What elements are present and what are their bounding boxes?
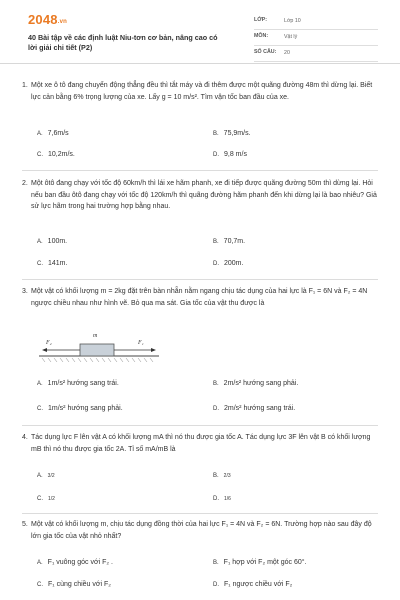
option-text: F₁ hợp với F₂ một góc 60°.: [223, 559, 307, 566]
option-b[interactable]: [213, 238, 245, 245]
divider: [22, 170, 378, 171]
question-number: 2.: [22, 180, 28, 187]
meta-key: SỐ CÂU:: [254, 49, 277, 55]
option-letter: D.: [213, 582, 219, 588]
option-c[interactable]: [37, 260, 67, 267]
document-title: 40 Bài tập về các định luật Niu-tơn cơ bản, nâng cao có lời giải chi tiết (P2): [28, 33, 218, 52]
option-b[interactable]: [213, 130, 251, 137]
option-letter: D.: [213, 152, 219, 158]
option-letter: D.: [213, 261, 219, 267]
table-hatching: [42, 358, 153, 362]
option-text: 10,2m/s.: [48, 151, 75, 158]
f1-label: F₁: [138, 340, 144, 346]
option-text: 200m.: [224, 260, 244, 267]
question-number: 4.: [22, 434, 28, 441]
option-text: 1/2: [48, 496, 55, 502]
question-text: Một vật có khối lượng m, chịu tác dụng đồng thời của hai lực F₁ = 4N và F₂ = 6N. Trường hợp nào sau đây độ lớn gia tốc của vật nhỏ nhất?: [31, 521, 372, 540]
option-c[interactable]: [37, 581, 111, 588]
divider: [22, 279, 378, 280]
question-3: [22, 286, 378, 309]
option-text: 1m/s² hướng sang phải.: [48, 405, 123, 412]
meta-value: 20: [284, 50, 290, 56]
question-number: 3.: [22, 288, 28, 295]
question-number: 5.: [22, 521, 28, 528]
option-a[interactable]: [37, 472, 55, 479]
option-letter: C.: [37, 152, 43, 158]
option-letter: C.: [37, 261, 43, 267]
option-b[interactable]: [213, 380, 298, 387]
option-letter: D.: [213, 406, 219, 412]
option-text: F₁ vuông góc với F₂ .: [47, 559, 113, 566]
meta-key: LỚP:: [254, 17, 268, 23]
option-letter: B.: [213, 560, 219, 566]
logo-text: 2048: [28, 12, 58, 27]
option-text: F₁ cùng chiều với F₂: [48, 581, 111, 588]
option-letter: A.: [37, 131, 43, 137]
question-1: [22, 80, 378, 103]
mass-label: m: [93, 333, 98, 339]
option-letter: A.: [37, 473, 43, 479]
option-a[interactable]: [37, 380, 119, 387]
option-letter: C.: [37, 582, 43, 588]
option-text: F₁ ngược chiều với F₂: [224, 581, 293, 588]
option-d[interactable]: [213, 405, 295, 412]
question-text: Tác dụng lực F lên vật A có khối lượng mA thì nó thu được gia tốc A. Tác dụng lực 3F lên vật B có khối lượng mB thì nó thu được gia tốc 2A. Tỉ số mA/mB là: [31, 434, 371, 453]
option-letter: C.: [37, 496, 43, 502]
f2-label: F₂: [46, 340, 52, 346]
option-c[interactable]: [37, 151, 75, 158]
option-text: 2/3: [223, 473, 231, 479]
option-text: 2m/s² hướng sang phải.: [223, 380, 299, 387]
option-a[interactable]: [37, 130, 69, 137]
meta-value: Vật lý: [284, 34, 298, 40]
option-letter: B.: [213, 381, 219, 387]
question-text: Một xe ô tô đang chuyển động thẳng đều thì tắt máy và đi thêm được một quãng đường 48m thì dừng lại. Biết lực cản bằng 6% trọng lượng của xe. Lấy g = 10 m/s². Tìm vận tốc ban đầu của xe.: [31, 82, 373, 101]
block-mass: [80, 344, 114, 356]
question-5: [22, 519, 378, 542]
question-2: [22, 178, 378, 213]
divider: [22, 425, 378, 426]
option-c[interactable]: [37, 495, 55, 502]
option-letter: A.: [37, 560, 43, 566]
option-d[interactable]: [213, 581, 292, 588]
option-text: 70,7m.: [223, 238, 246, 245]
option-d[interactable]: [213, 495, 231, 502]
document-header: [0, 0, 400, 64]
option-b[interactable]: [213, 472, 231, 479]
option-text: 7,6m/s: [47, 130, 69, 137]
option-letter: A.: [37, 239, 43, 245]
meta-table: [254, 14, 378, 62]
option-a[interactable]: [37, 559, 113, 566]
question-text: Một ôtô đang chạy với tốc độ 60km/h thì lái xe hãm phanh, xe đi tiếp được quãng đường 50m thì dừng lại. Hỏi nếu ban đầu ôtô đang chạy với tốc độ 120km/h thì quãng đường hãm phanh đến khi dừng lại là bao nhiêu? Giả sử lực hãm trong hai trường hợp bằng nhau.: [31, 180, 377, 210]
force-diagram: [34, 327, 164, 367]
meta-row-subject: [254, 30, 378, 46]
question-text: Một vật có khối lượng m = 2kg đặt trên bàn nhẵn nằm ngang chịu tác dụng của hai lực là F₁ = 6N và F₂ = 4N ngược chiều nhau như hình vẽ. Bỏ qua ma sát. Gia tốc của vật thu được là: [31, 288, 368, 307]
logo-suffix: .vn: [57, 19, 68, 25]
option-letter: D.: [213, 496, 219, 502]
arrow-right-icon: [151, 348, 156, 352]
option-text: 100m.: [47, 238, 68, 245]
option-text: 1/6: [224, 496, 231, 502]
site-logo[interactable]: [28, 12, 67, 27]
option-text: 2m/s² hướng sang trái.: [224, 405, 296, 412]
option-text: 9,8 m/s: [224, 151, 247, 158]
option-text: 3/2: [47, 473, 55, 479]
option-letter: B.: [213, 239, 219, 245]
option-a[interactable]: [37, 238, 67, 245]
option-letter: B.: [213, 131, 219, 137]
question-number: 1.: [22, 82, 28, 89]
question-4: [22, 432, 378, 455]
divider: [22, 513, 378, 514]
option-letter: A.: [37, 381, 43, 387]
option-letter: B.: [213, 473, 219, 479]
option-d[interactable]: [213, 151, 247, 158]
option-b[interactable]: [213, 559, 306, 566]
option-text: 1m/s² hướng sang trái.: [47, 380, 119, 387]
meta-key: MÔN:: [254, 33, 269, 39]
arrow-left-icon: [42, 348, 47, 352]
meta-row-class: [254, 14, 378, 30]
option-text: 75,9m/s.: [223, 130, 251, 137]
meta-row-count: [254, 46, 378, 62]
option-c[interactable]: [37, 405, 123, 412]
option-letter: C.: [37, 406, 43, 412]
meta-value: Lớp 10: [284, 18, 301, 24]
option-d[interactable]: [213, 260, 243, 267]
option-text: 141m.: [48, 260, 68, 267]
